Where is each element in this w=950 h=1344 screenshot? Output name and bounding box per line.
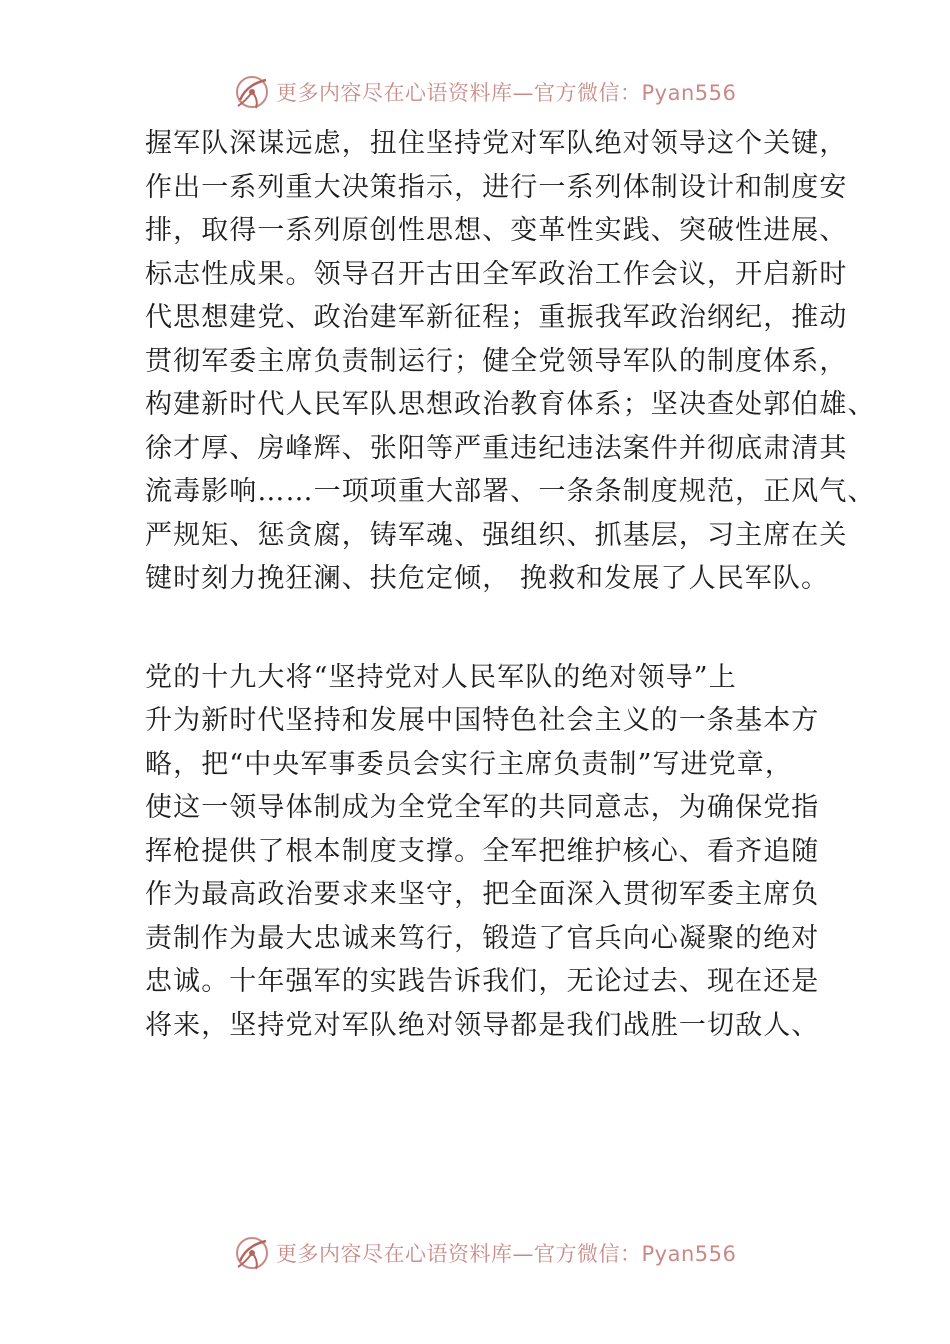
text-line: 作出一系列重大决策指示，进行一系列体制设计和制度安 — [145, 172, 848, 203]
text-line: 握军队深谋远虑，扭住坚持党对军队绝对领导这个关键， — [145, 128, 848, 159]
text-line: 标志性成果。领导召开古田全军政治工作会议，开启新时 — [145, 259, 848, 290]
text-line: 流毒影响……一项项重大部署、一条条制度规范，正风气、 — [145, 476, 876, 507]
text-line: 徐才厚、房峰辉、张阳等严重违纪违法案件并彻底肃清其 — [145, 433, 848, 464]
text-line: 作为最高政治要求来坚守，把全面深入贯彻军委主席负 — [145, 879, 820, 910]
ribbon-flower-logo-icon — [232, 72, 272, 112]
text-line: 责制作为最大忠诚来笃行，锻造了官兵向心凝聚的绝对 — [145, 923, 820, 954]
ribbon-flower-logo-icon — [232, 1233, 272, 1273]
text-line: 贯彻军委主席负责制运行；健全党领导军队的制度体系， — [145, 346, 848, 377]
text-line: 使这一领导体制成为全党全军的共同意志，为确保党指 — [145, 792, 820, 823]
text-line: 构建新时代人民军队思想政治教育体系；坚决查处郭伯雄、 — [145, 389, 876, 420]
text-line: 键时刻力挽狂澜、扶危定倾， 挽救和发展了人民军队。 — [145, 563, 830, 594]
footer-watermark — [232, 1231, 736, 1275]
text-line: 将来，坚持党对军队绝对领导都是我们战胜一切敌人、 — [145, 1010, 820, 1041]
watermark-text: 更多内容尽在心语资料库—官方微信：Pyan556 — [276, 1242, 737, 1266]
text-line: 党的十九大将“坚持党对人民军队的绝对领导”上 — [145, 662, 737, 693]
text-line: 排，取得一系列原创性思想、变革性实践、突破性进展、 — [145, 215, 848, 246]
text-line: 挥枪提供了根本制度支撑。全军把维护核心、看齐追随 — [145, 836, 820, 867]
text-line: 严规矩、惩贪腐，铸军魂、强组织、抓基层，习主席在关 — [145, 520, 848, 551]
watermark-text: 更多内容尽在心语资料库—官方微信：Pyan556 — [276, 81, 737, 105]
header-watermark — [232, 70, 736, 114]
text-line: 代思想建党、政治建军新征程；重振我军政治纲纪，推动 — [145, 302, 848, 333]
text-line: 略，把“中央军事委员会实行主席负责制”写进党章， — [145, 749, 794, 780]
text-line: 忠诚。十年强军的实践告诉我们，无论过去、现在还是 — [145, 966, 820, 997]
text-line: 升为新时代坚持和发展中国特色社会主义的一条基本方 — [145, 705, 820, 736]
